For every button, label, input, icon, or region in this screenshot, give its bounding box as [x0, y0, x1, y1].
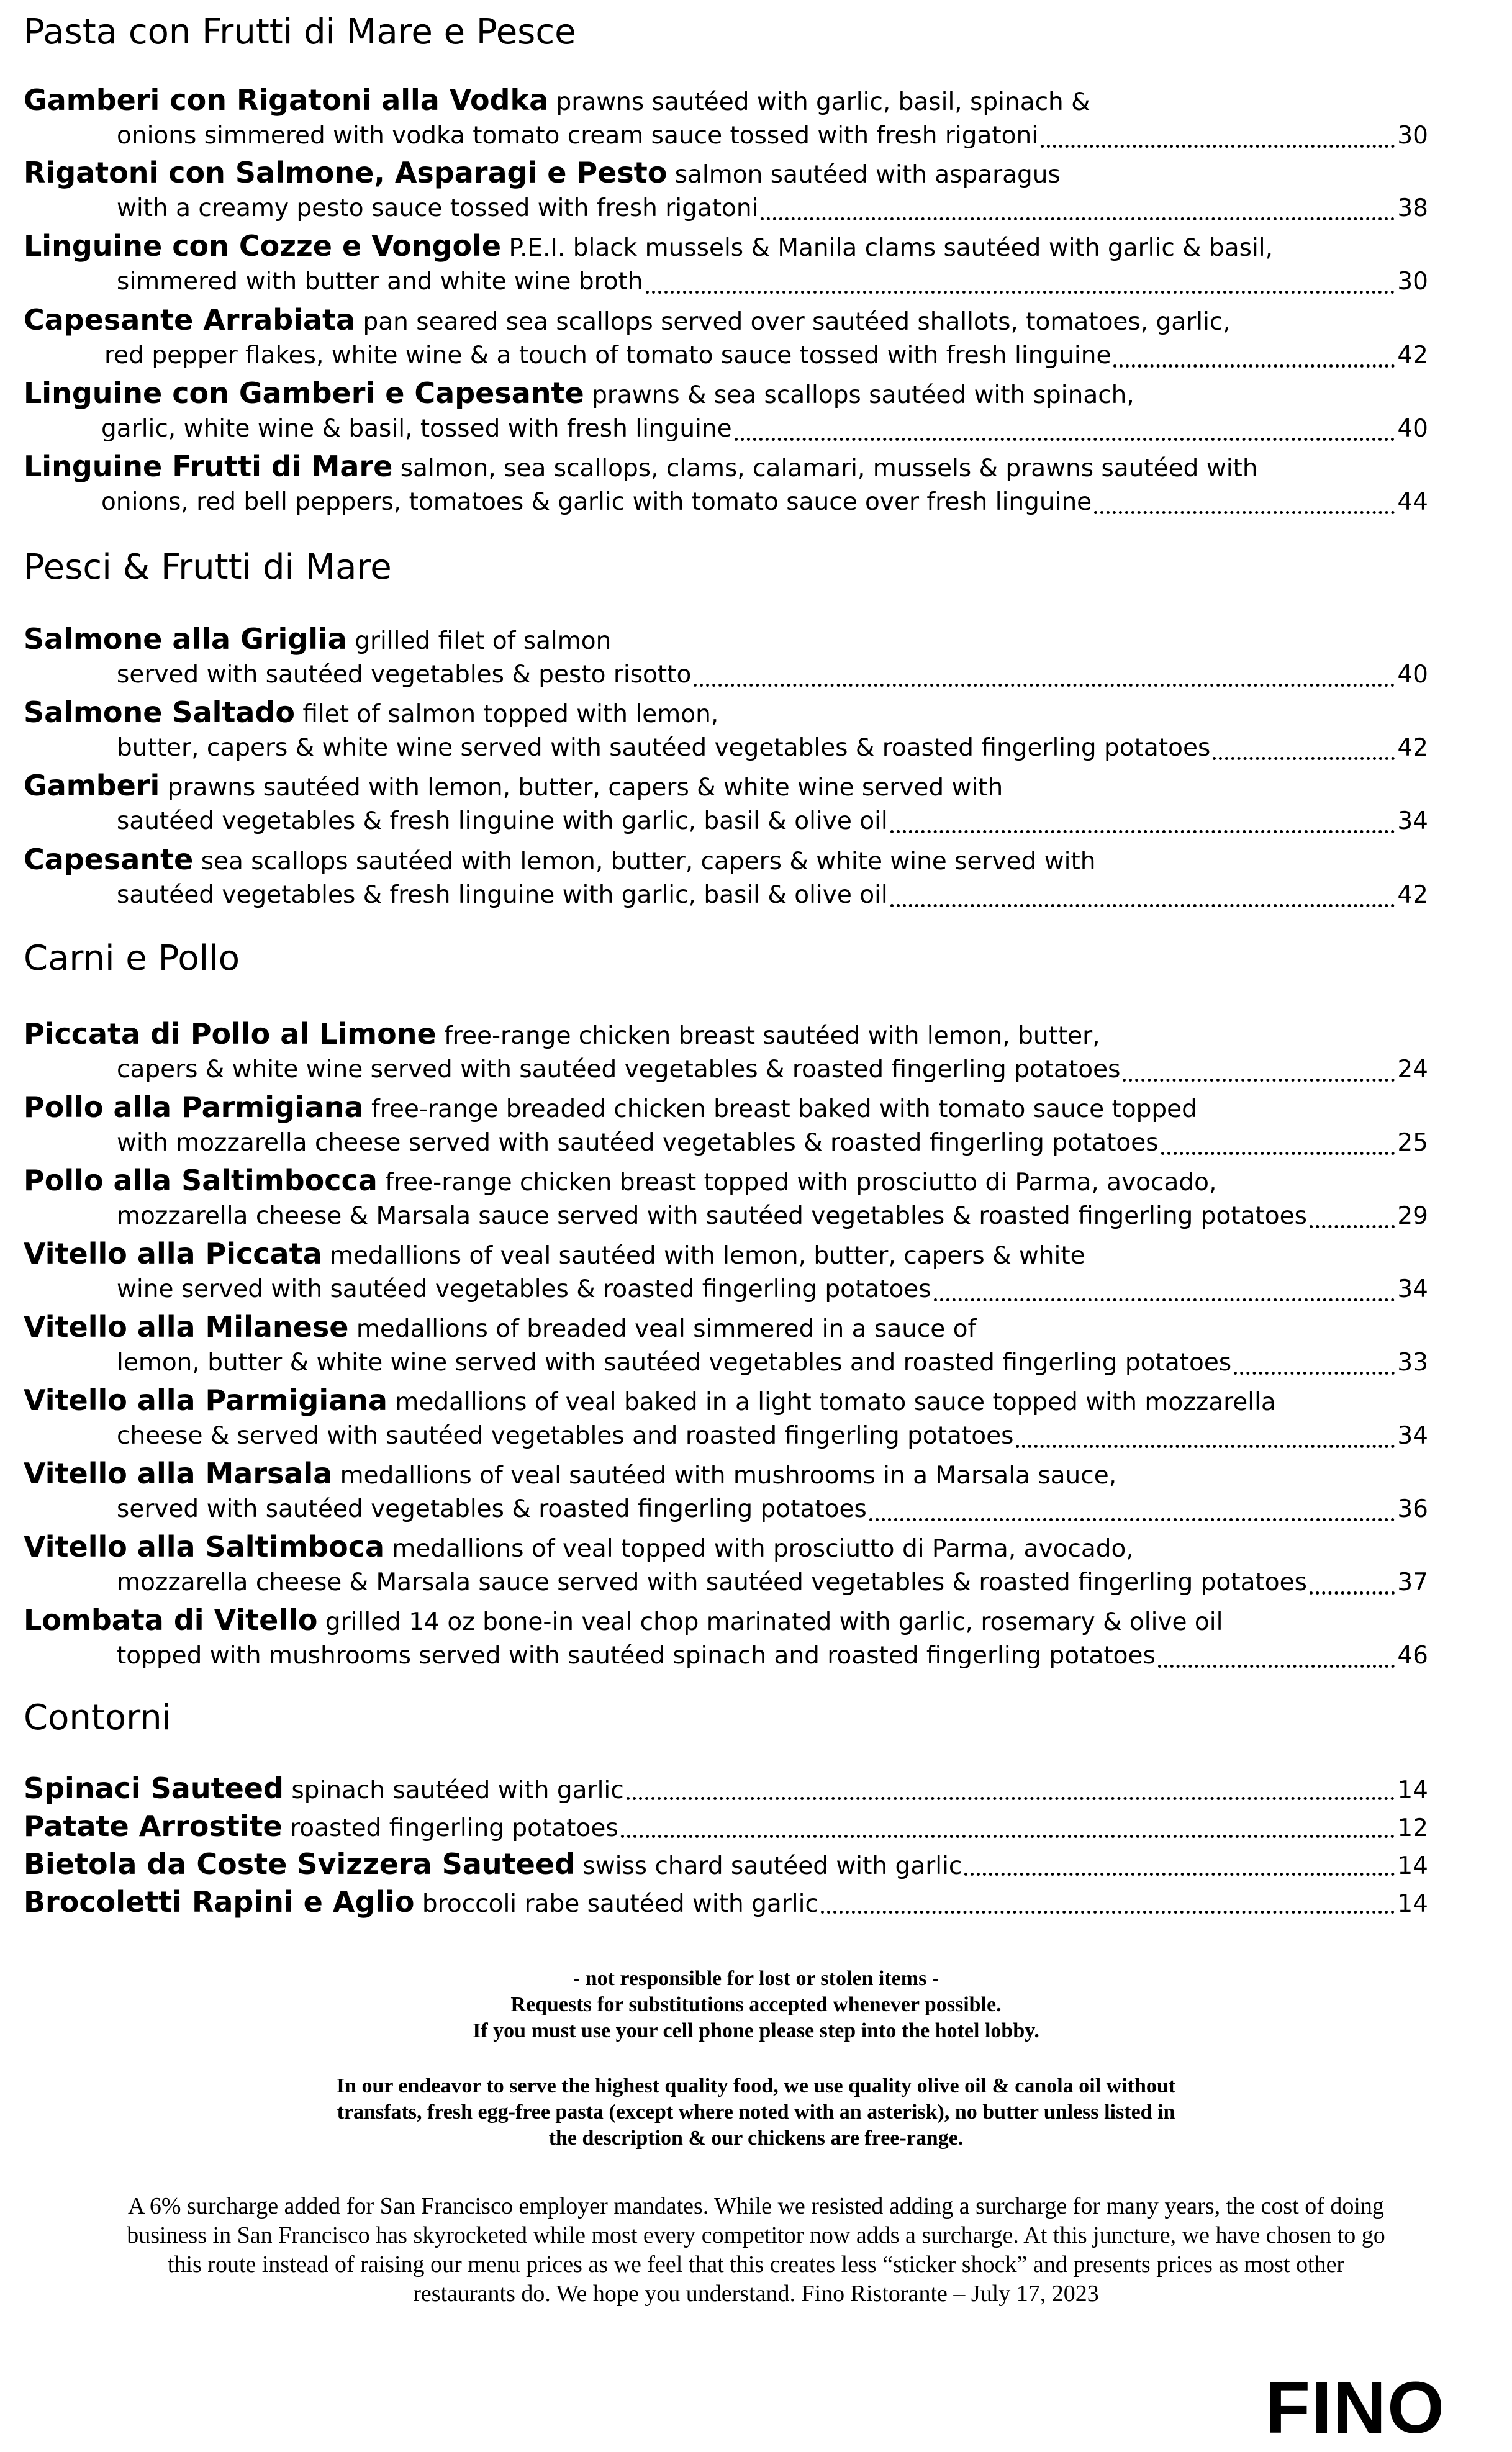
- item-price: 33: [1397, 1349, 1428, 1377]
- section-title-pesci: Pesci & Frutti di Mare: [24, 547, 392, 587]
- dot-leader: [869, 1518, 1395, 1521]
- menu-item: [24, 375, 1428, 447]
- item-description-cont: with mozzarella cheese served with sautéed vegetables & roasted fingerling potatoes: [117, 1129, 1159, 1157]
- notice-line: the description & our chickens are free-range.: [548, 2127, 964, 2150]
- item-price: 40: [1397, 415, 1428, 443]
- item-name: Vitello alla Marsala: [24, 1457, 333, 1490]
- notice-line: business in San Francisco has skyrocketed while most every competitor now adds a surcharge. At this juncture, we have chosen to go: [127, 2222, 1385, 2248]
- dot-leader: [934, 1298, 1395, 1301]
- item-price: 44: [1397, 488, 1428, 516]
- menu-item: [24, 1529, 1428, 1601]
- menu-item: [24, 841, 1428, 913]
- menu-item: [24, 1162, 1428, 1234]
- item-description-cont: red pepper flakes, white wine & a touch of tomato sauce tossed with fresh linguine: [104, 342, 1111, 369]
- item-description: medallions of veal topped with prosciutto di Parma, avocado,: [392, 1535, 1134, 1563]
- item-price: 12: [1397, 1814, 1428, 1842]
- item-name: Rigatoni con Salmone, Asparagi e Pesto: [24, 156, 668, 189]
- item-description-cont: lemon, butter & white wine served with sautéed vegetables and roasted fingerling potatoes: [117, 1349, 1232, 1377]
- item-name: Linguine Frutti di Mare: [24, 450, 393, 483]
- item-description: medallions of veal sautéed with lemon, butter, capers & white: [330, 1242, 1085, 1270]
- item-description-cont: topped with mushrooms served with sautéed spinach and roasted fingerling potatoes: [117, 1642, 1156, 1670]
- menu-item: [24, 1602, 1428, 1674]
- item-description: roasted fingerling potatoes: [290, 1814, 618, 1842]
- menu-item: [24, 155, 1428, 227]
- menu-item: [24, 1236, 1428, 1308]
- item-price: 42: [1397, 734, 1428, 762]
- notice-line: restaurants do. We hope you understand. Fino Ristorante – July 17, 2023: [413, 2281, 1099, 2307]
- item-description-cont: onions, red bell peppers, tomatoes & garlic with tomato sauce over fresh linguine: [101, 488, 1092, 516]
- menu-item: [24, 1309, 1428, 1381]
- item-name: Capesante: [24, 843, 194, 876]
- item-price: 37: [1397, 1568, 1428, 1596]
- dot-leader: [1161, 1152, 1395, 1155]
- menu-item: [24, 1089, 1428, 1161]
- menu-item: [24, 1382, 1428, 1454]
- item-price: 14: [1397, 1776, 1428, 1804]
- item-name: Pollo alla Saltimbocca: [24, 1164, 378, 1197]
- dot-leader: [1310, 1591, 1395, 1595]
- item-description-cont: garlic, white wine & basil, tossed with fresh linguine: [101, 415, 732, 443]
- item-name: Vitello alla Saltimboca: [24, 1530, 384, 1563]
- item-description: free-range breaded chicken breast baked with tomato sauce topped: [371, 1095, 1197, 1123]
- item-description: salmon, sea scallops, clams, calamari, mussels & prawns sautéed with: [400, 455, 1258, 482]
- item-description-cont: served with sautéed vegetables & roasted fingerling potatoes: [117, 1495, 867, 1523]
- item-price: 14: [1397, 1852, 1428, 1880]
- item-description: salmon sautéed with asparagus: [674, 161, 1061, 189]
- item-name: Salmone Saltado: [24, 695, 295, 729]
- item-price: 34: [1397, 1275, 1428, 1303]
- menu-item: [24, 621, 1428, 693]
- item-name: Vitello alla Piccata: [24, 1237, 322, 1270]
- policy-notice: [0, 1966, 1512, 2044]
- menu-item: [24, 1770, 1428, 1806]
- item-description: spinach sautéed with garlic: [291, 1776, 624, 1804]
- dot-leader: [1041, 145, 1395, 148]
- menu-item: [24, 1808, 1428, 1844]
- item-name: Linguine con Gamberi e Capesante: [24, 376, 584, 410]
- quality-notice: [0, 2073, 1512, 2151]
- item-description: prawns sautéed with garlic, basil, spinach &: [556, 88, 1090, 116]
- item-price: 42: [1397, 881, 1428, 909]
- section-title-carni: Carni e Pollo: [24, 938, 240, 979]
- dot-leader: [694, 684, 1395, 687]
- item-name: Pollo alla Parmigiana: [24, 1090, 364, 1124]
- notice-line: transfats, fresh egg-free pasta (except where noted with an asterisk), no butter unless listed in: [337, 2101, 1175, 2124]
- item-description-cont: capers & white wine served with sautéed vegetables & roasted fingerling potatoes: [117, 1056, 1121, 1083]
- surcharge-notice: [25, 2192, 1487, 2309]
- menu-item: [24, 448, 1428, 520]
- item-name: Lombata di Vitello: [24, 1603, 318, 1637]
- dot-leader: [735, 438, 1395, 441]
- dot-leader: [890, 904, 1395, 907]
- item-name: Bietola da Coste Svizzera Sauteed: [24, 1847, 575, 1881]
- item-price: 34: [1397, 1422, 1428, 1450]
- item-name: Vitello alla Milanese: [24, 1310, 349, 1344]
- notice-line: - not responsible for lost or stolen items -: [573, 1967, 939, 1990]
- item-description: prawns sautéed with lemon, butter, capers & white wine served with: [167, 774, 1003, 802]
- notice-line: A 6% surcharge added for San Francisco employer mandates. While we resisted adding a surcharge for many years, the cost of doing: [128, 2193, 1384, 2219]
- item-name: Linguine con Cozze e Vongole: [24, 229, 502, 263]
- item-price: 36: [1397, 1495, 1428, 1523]
- item-price: 25: [1397, 1129, 1428, 1157]
- dot-leader: [1158, 1665, 1395, 1668]
- dot-leader: [1123, 1079, 1395, 1082]
- menu-item: [24, 694, 1428, 766]
- item-price: 30: [1397, 122, 1428, 150]
- item-description-cont: cheese & served with sautéed vegetables and roasted fingerling potatoes: [117, 1422, 1014, 1450]
- item-description-cont: mozzarella cheese & Marsala sauce served with sautéed vegetables & roasted fingerling potatoes: [117, 1202, 1307, 1230]
- item-name: Gamberi con Rigatoni alla Vodka: [24, 83, 549, 117]
- item-name: Spinaci Sauteed: [24, 1771, 284, 1805]
- dot-leader: [1234, 1372, 1395, 1375]
- item-description: sea scallops sautéed with lemon, butter, capers & white wine served with: [201, 848, 1096, 875]
- notice-line: In our endeavor to serve the highest quality food, we use quality olive oil & canola oil without: [336, 2074, 1176, 2097]
- item-description: medallions of veal baked in a light tomato sauce topped with mozzarella: [395, 1388, 1276, 1416]
- item-description-cont: wine served with sautéed vegetables & roasted fingerling potatoes: [117, 1275, 931, 1303]
- section-title-contorni: Contorni: [24, 1698, 172, 1738]
- item-price: 24: [1397, 1056, 1428, 1083]
- item-price: 34: [1397, 807, 1428, 835]
- item-price: 29: [1397, 1202, 1428, 1230]
- item-description-cont: sautéed vegetables & fresh linguine with garlic, basil & olive oil: [117, 807, 888, 835]
- brand-logo: FINO: [1265, 2367, 1446, 2449]
- item-description: swiss chard sautéed with garlic: [582, 1852, 962, 1880]
- item-description-cont: butter, capers & white wine served with sautéed vegetables & roasted fingerling potatoes: [117, 734, 1211, 762]
- item-price: 46: [1397, 1642, 1428, 1670]
- item-description-cont: mozzarella cheese & Marsala sauce served with sautéed vegetables & roasted fingerling potatoes: [117, 1568, 1307, 1596]
- item-price: 30: [1397, 268, 1428, 296]
- item-price: 38: [1397, 194, 1428, 222]
- item-description-cont: onions simmered with vodka tomato cream sauce tossed with fresh rigatoni: [117, 122, 1039, 150]
- dot-leader: [890, 830, 1395, 833]
- item-description-cont: simmered with butter and white wine broth: [117, 268, 643, 296]
- item-description-cont: with a creamy pesto sauce tossed with fresh rigatoni: [117, 194, 759, 222]
- menu-item: [24, 1016, 1428, 1088]
- dot-leader: [1310, 1225, 1395, 1228]
- item-description: P.E.I. black mussels & Manila clams sautéed with garlic & basil,: [509, 234, 1274, 262]
- item-description: free-range chicken breast topped with prosciutto di Parma, avocado,: [385, 1169, 1217, 1197]
- item-price: 14: [1397, 1890, 1428, 1918]
- notice-line: If you must use your cell phone please step into the hotel lobby.: [473, 2019, 1039, 2042]
- item-description: free-range chicken breast sautéed with lemon, butter,: [444, 1022, 1100, 1050]
- dot-leader: [1094, 511, 1395, 514]
- dot-leader: [646, 291, 1395, 294]
- dot-leader: [1016, 1445, 1395, 1448]
- item-price: 42: [1397, 342, 1428, 369]
- item-name: Capesante Arrabiata: [24, 303, 356, 337]
- item-description-cont: served with sautéed vegetables & pesto risotto: [117, 661, 692, 689]
- menu-item: [24, 1455, 1428, 1527]
- item-description: prawns & sea scallops sautéed with spinach,: [592, 381, 1134, 409]
- item-description: grilled filet of salmon: [355, 627, 612, 655]
- dot-leader: [1113, 364, 1395, 368]
- item-price: 40: [1397, 661, 1428, 689]
- item-name: Vitello alla Parmigiana: [24, 1383, 387, 1417]
- notice-line: Requests for substitutions accepted whenever possible.: [510, 1993, 1002, 2016]
- item-name: Brocoletti Rapini e Aglio: [24, 1885, 415, 1919]
- item-description-cont: sautéed vegetables & fresh linguine with garlic, basil & olive oil: [117, 881, 888, 909]
- dot-leader: [821, 1911, 1395, 1914]
- dot-leader: [621, 1835, 1395, 1838]
- item-name: Gamberi: [24, 769, 160, 802]
- dot-leader: [1213, 757, 1395, 760]
- dot-leader: [627, 1797, 1395, 1800]
- menu-item: [24, 1846, 1428, 1882]
- item-description: pan seared sea scallops served over sautéed shallots, tomatoes, garlic,: [363, 308, 1231, 336]
- notice-line: this route instead of raising our menu prices as we feel that this creates less “sticker shock” and presents prices as most other: [167, 2251, 1345, 2278]
- menu-item: [24, 228, 1428, 300]
- item-description: grilled 14 oz bone-in veal chop marinated with garlic, rosemary & olive oil: [325, 1608, 1223, 1636]
- menu-item: [24, 302, 1428, 374]
- item-name: Salmone alla Griglia: [24, 622, 347, 656]
- menu-item: [24, 82, 1428, 154]
- item-description: medallions of veal sautéed with mushrooms in a Marsala sauce,: [340, 1462, 1117, 1490]
- item-description: broccoli rabe sautéed with garlic: [422, 1890, 818, 1918]
- dot-leader: [964, 1873, 1395, 1876]
- item-description: medallions of breaded veal simmered in a sauce of: [356, 1315, 977, 1343]
- item-name: Piccata di Pollo al Limone: [24, 1017, 437, 1051]
- item-description: filet of salmon topped with lemon,: [302, 700, 719, 728]
- dot-leader: [761, 217, 1395, 220]
- section-title-pasta: Pasta con Frutti di Mare e Pesce: [24, 12, 576, 52]
- menu-item: [24, 767, 1428, 839]
- menu-item: [24, 1884, 1428, 1920]
- item-name: Patate Arrostite: [24, 1809, 283, 1843]
